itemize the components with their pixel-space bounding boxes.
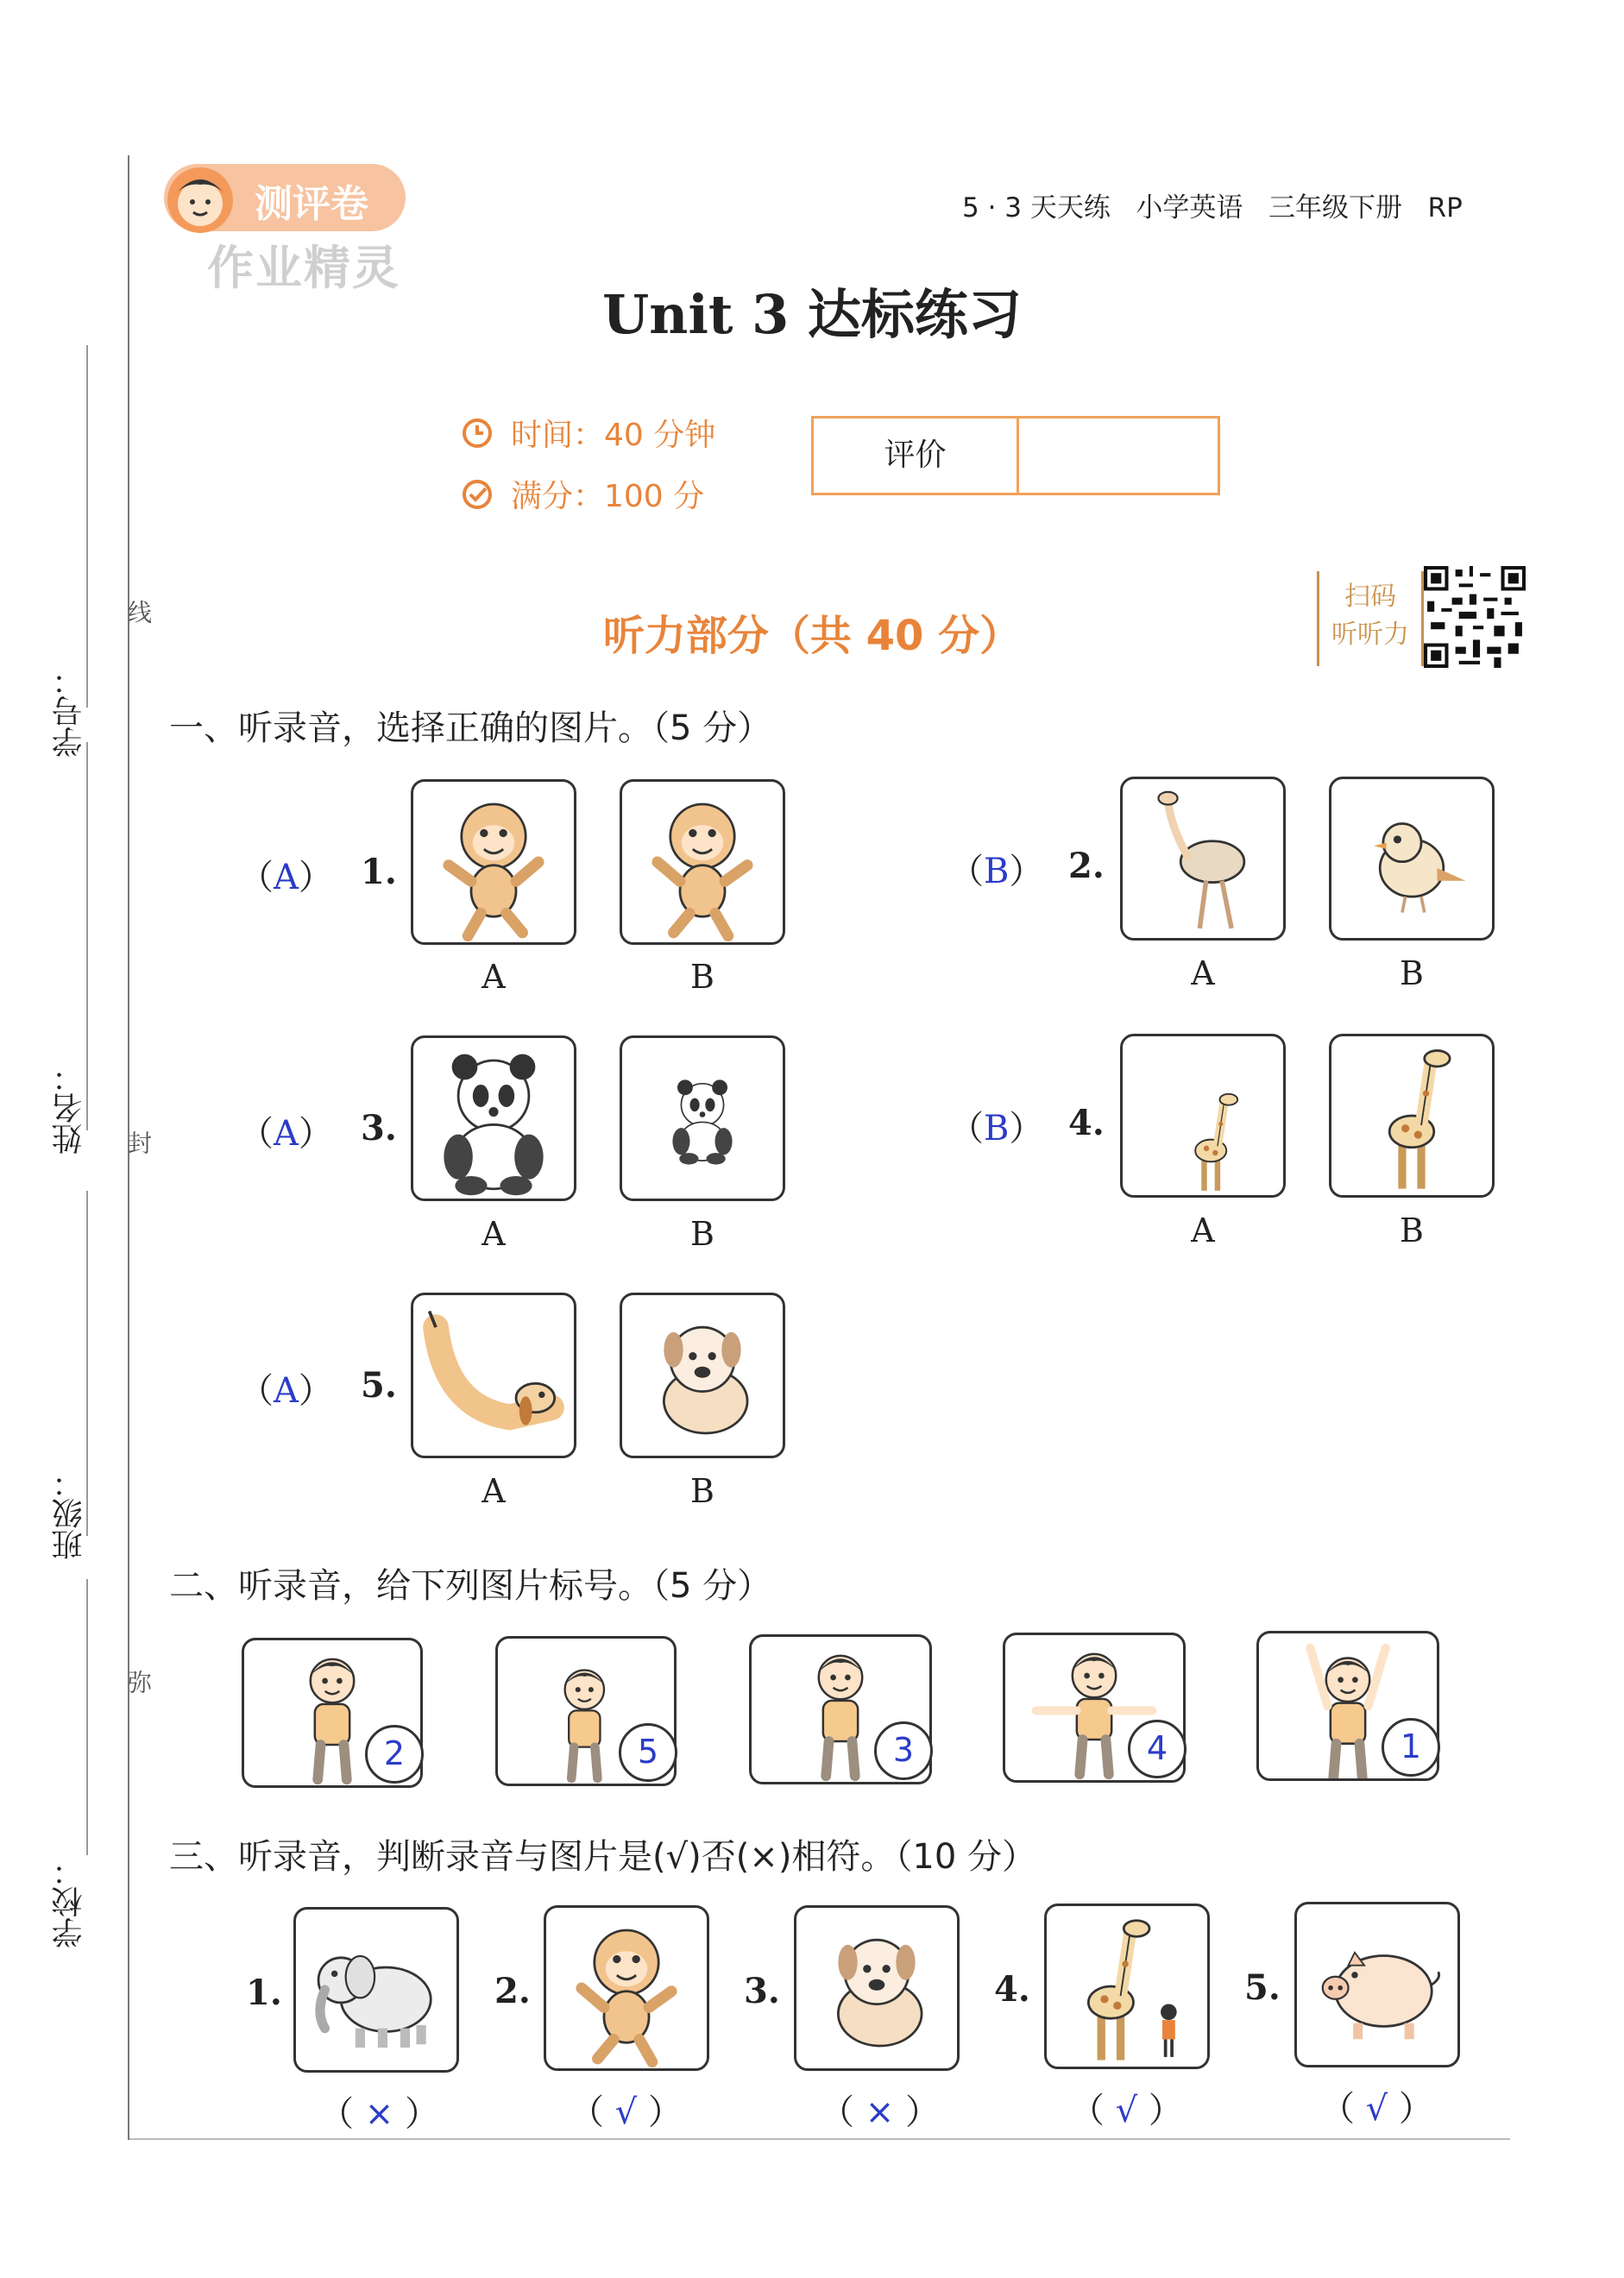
judgement-image[interactable]: [293, 1907, 459, 2073]
bulldog-icon: [796, 1908, 957, 2068]
answer-paren[interactable]: （ √ ）: [1320, 2089, 1433, 2129]
cut-close-mark: 弥: [124, 1670, 153, 1694]
panda-big-icon: [413, 1038, 574, 1199]
clock-icon: [460, 416, 494, 450]
numbering-image[interactable]: [242, 1638, 423, 1788]
time-label: 时间：40 分钟: [511, 418, 716, 453]
number-badge: 4: [1128, 1720, 1187, 1778]
option-label: B: [1400, 1211, 1424, 1249]
option-a-image[interactable]: [411, 1035, 576, 1201]
eval-value: [1019, 418, 1218, 493]
option-label: B: [690, 1472, 714, 1510]
answer-paren[interactable]: （ √ ）: [1070, 2091, 1183, 2130]
option-label: B: [690, 958, 714, 996]
option-a-image[interactable]: [1120, 1034, 1286, 1198]
name-label: 姓名：: [52, 1061, 87, 1155]
numbering-image[interactable]: [749, 1634, 932, 1784]
number-badge: 2: [365, 1725, 424, 1784]
option-label: A: [482, 1472, 506, 1510]
scan-label-top: 扫码: [1344, 582, 1396, 612]
test-badge: [164, 164, 406, 231]
watermark: 作业精灵: [207, 241, 400, 295]
bird-icon: [1331, 779, 1492, 938]
elephant-icon: [296, 1910, 456, 2070]
monkey-icon: [546, 1908, 707, 2068]
dog-stretching-icon: [413, 1295, 574, 1456]
student-no-label: 学号：: [52, 664, 87, 758]
option-label: B: [690, 1215, 714, 1253]
question-number: 5.: [361, 1365, 397, 1406]
number-badge: 1: [1382, 1718, 1440, 1777]
option-b-image[interactable]: [620, 1293, 785, 1458]
answer-paren[interactable]: （A）: [239, 1371, 333, 1411]
numbering-image[interactable]: [495, 1636, 677, 1786]
question-number: 1.: [361, 852, 397, 892]
monkey-dancing-icon: [413, 782, 574, 942]
question-number: 3.: [744, 1971, 780, 2011]
question-number: 3.: [361, 1108, 397, 1148]
eval-label: 评价: [814, 418, 1019, 493]
option-a-image[interactable]: [1120, 777, 1286, 941]
question-number: 1.: [246, 1973, 282, 2013]
option-a-image[interactable]: [411, 779, 576, 945]
option-a-image[interactable]: [411, 1293, 576, 1458]
option-label: B: [1400, 954, 1424, 992]
answer-q1: A: [274, 858, 299, 897]
class-label: 班级：: [52, 1467, 87, 1560]
panda-small-icon: [622, 1038, 783, 1199]
evaluation-box: [811, 416, 1220, 495]
answer-q3: A: [274, 1114, 299, 1154]
ostrich-icon: [1123, 779, 1283, 938]
question-number: 2.: [494, 1971, 531, 2011]
part2-heading: 二、听录音，给下列图片标号。（5 分）: [169, 1566, 772, 1606]
cut-seal-mark: 封: [124, 1130, 153, 1155]
section-heading: 听力部分（共 40 分）: [602, 612, 1022, 660]
answer-paren[interactable]: （A）: [239, 858, 333, 897]
answer-paren[interactable]: （ √ ）: [570, 2092, 683, 2132]
part1-heading: 一、听录音，选择正确的图片。（5 分）: [169, 708, 772, 748]
option-label: A: [1191, 954, 1215, 992]
judgement-answer: ×: [865, 2092, 895, 2132]
question-number: 2.: [1068, 846, 1105, 886]
answer-paren[interactable]: （ × ）: [319, 2094, 439, 2134]
side-field-line: [86, 1579, 88, 1855]
question-number: 4.: [1068, 1103, 1105, 1143]
option-b-image[interactable]: [1329, 1034, 1495, 1198]
question-number: 4.: [994, 1969, 1030, 2010]
answer-paren[interactable]: （B）: [949, 1109, 1044, 1148]
judgement-answer: √: [614, 2092, 638, 2132]
cut-line-mark: 线: [124, 600, 153, 624]
option-label: A: [482, 958, 506, 996]
answer-q5: A: [274, 1371, 299, 1411]
number-badge: 3: [874, 1721, 933, 1780]
scan-label-bottom: 听听力: [1331, 620, 1409, 650]
answer-paren[interactable]: （A）: [239, 1114, 333, 1154]
answer-q2: B: [984, 852, 1010, 891]
page-bottom-rule: [129, 2138, 1510, 2140]
judgement-image[interactable]: [1044, 1904, 1210, 2069]
school-label: 学校：: [52, 1855, 87, 1948]
part3-heading: 三、听录音，判断录音与图片是(√)否(×)相符。（10 分）: [169, 1837, 1037, 1877]
option-b-image[interactable]: [1329, 777, 1495, 941]
page-title: Unit 3 达标练习: [602, 283, 1022, 346]
judgement-image[interactable]: [1294, 1902, 1460, 2067]
judgement-answer: ×: [364, 2094, 394, 2134]
option-label: A: [1191, 1211, 1215, 1249]
judgement-image[interactable]: [794, 1905, 960, 2071]
pig-icon: [1297, 1904, 1457, 2065]
judgement-answer: √: [1365, 2089, 1388, 2129]
dog-sitting-icon: [622, 1295, 783, 1456]
numbering-image[interactable]: [1256, 1631, 1439, 1781]
monkey-walking-icon: [622, 782, 783, 942]
giraffe-short-icon: [1123, 1036, 1283, 1195]
option-b-image[interactable]: [620, 779, 785, 945]
number-badge: 5: [619, 1723, 677, 1782]
badge-label: 测评卷: [255, 182, 368, 226]
giraffe-tall-icon: [1331, 1036, 1492, 1195]
check-circle-icon: [460, 477, 494, 512]
book-info: 5 · 3 天天练 小学英语 三年级下册 RP: [962, 192, 1463, 223]
judgement-image[interactable]: [544, 1905, 709, 2071]
option-b-image[interactable]: [620, 1035, 785, 1201]
answer-q4: B: [984, 1109, 1010, 1148]
giraffe-with-girl-icon: [1047, 1906, 1207, 2067]
answer-paren[interactable]: （ × ）: [820, 2092, 940, 2132]
answer-paren[interactable]: （B）: [949, 852, 1044, 891]
score-label: 满分：100 分: [511, 479, 705, 514]
question-number: 5.: [1244, 1967, 1281, 2008]
kid-mascot-icon: [161, 159, 240, 238]
judgement-answer: √: [1115, 2091, 1138, 2130]
option-label: A: [482, 1215, 506, 1253]
numbering-image[interactable]: [1003, 1633, 1186, 1783]
